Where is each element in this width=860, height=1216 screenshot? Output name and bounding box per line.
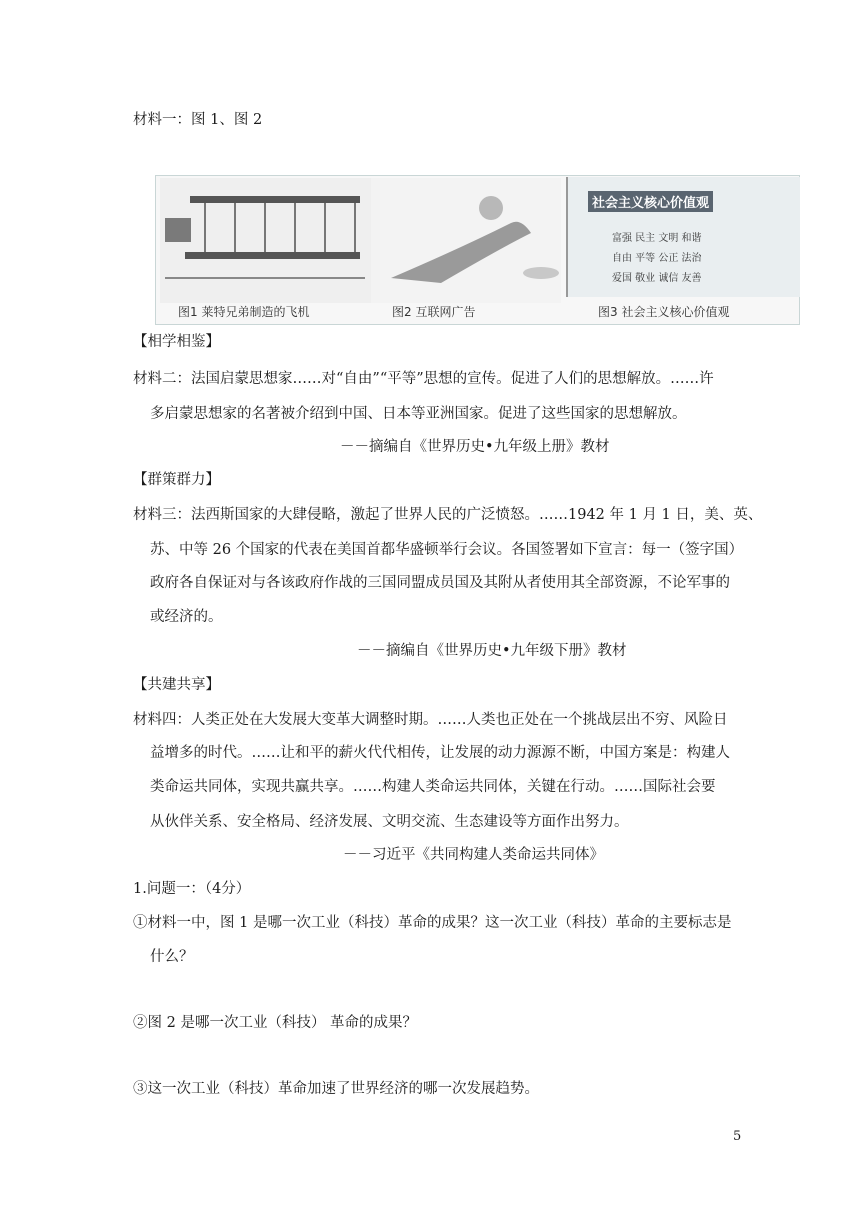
figure-panel: [155, 175, 800, 325]
material-3-line-2: 苏、中等 26 个国家的代表在美国首都华盛顿举行会议。各国签署如下宣言：每一（签字国）: [150, 542, 744, 558]
caption-figure-2: 图2 互联网广告: [392, 305, 476, 319]
material-4-line-3: 类命运共同体，实现共赢共享。……构建人类命运共同体，关键在行动。……国际社会要: [150, 779, 716, 795]
material-3-source: －－摘编自《世界历史•九年级下册》教材: [357, 643, 627, 659]
heading-material-1: 材料一：图 1、图 2: [133, 112, 263, 128]
material-4-line-4: 从伙伴关系、安全格局、经济发展、文明交流、生态建设等方面作出努力。: [150, 814, 629, 830]
question-3: ③这一次工业（科技）革命加速了世界经济的哪一次发展趋势。: [133, 1081, 539, 1097]
poster-values-row-3: 爱国 敬业 诚信 友善: [612, 273, 702, 284]
question-2: ②图 2 是哪一次工业（科技） 革命的成果？: [133, 1015, 418, 1031]
material-3-line-3: 政府各自保证对与各该政府作战的三国同盟成员国及其附从者使用其全部资源，不论军事的: [150, 575, 730, 591]
question-1-line-1: ①材料一中，图 1 是哪一次工业（科技）革命的成果？这一次工业（科技）革命的主要标志是: [133, 915, 732, 931]
section-title-1: 【相学相鉴】: [133, 334, 220, 350]
material-4-source: －－习近平《共同构建人类命运共同体》: [343, 847, 604, 863]
caption-figure-1: 图1 莱特兄弟制造的飞机: [178, 305, 310, 319]
material-2-line-1: 材料二：法国启蒙思想家……对“自由”“平等”思想的宣传。促进了人们的思想解放。……许: [133, 371, 714, 387]
page-number: 5: [733, 1129, 742, 1144]
question-title: 1.问题一：（4分）: [133, 881, 251, 897]
poster-values-row-1: 富强 民主 文明 和谐: [612, 233, 702, 244]
material-4-line-1: 材料四：人类正处在大发展大变革大调整时期。……人类也正处在一个挑战层出不穷、风险日: [133, 712, 728, 728]
material-4-line-2: 益增多的时代。……让和平的薪火代代相传，让发展的动力源源不断，中国方案是：构建人: [150, 745, 730, 761]
airplane-image: [160, 178, 375, 303]
section-title-3: 【共建共享】: [133, 677, 220, 693]
poster-values-row-2: 自由 平等 公正 法治: [612, 253, 702, 264]
material-2-line-2: 多启蒙思想家的名著被介绍到中国、日本等亚洲国家。促进了这些国家的思想解放。: [150, 406, 687, 422]
section-title-2: 【群策群力】: [133, 472, 220, 488]
caption-figure-3: 图3 社会主义核心价值观: [598, 305, 730, 319]
material-2-source: －－摘编自《世界历史•九年级上册》教材: [340, 439, 610, 455]
core-values-poster: [566, 177, 800, 297]
material-3-line-1: 材料三：法西斯国家的大肆侵略，激起了世界人民的广泛愤怒。……1942 年 1 月 1 日，美、英、: [133, 507, 763, 523]
bird-advertisement-image: [371, 178, 561, 303]
material-3-line-4: 或经济的。: [150, 609, 223, 625]
poster-title: 社会主义核心价值观: [588, 191, 713, 212]
question-1-line-2: 什么？: [150, 949, 194, 965]
